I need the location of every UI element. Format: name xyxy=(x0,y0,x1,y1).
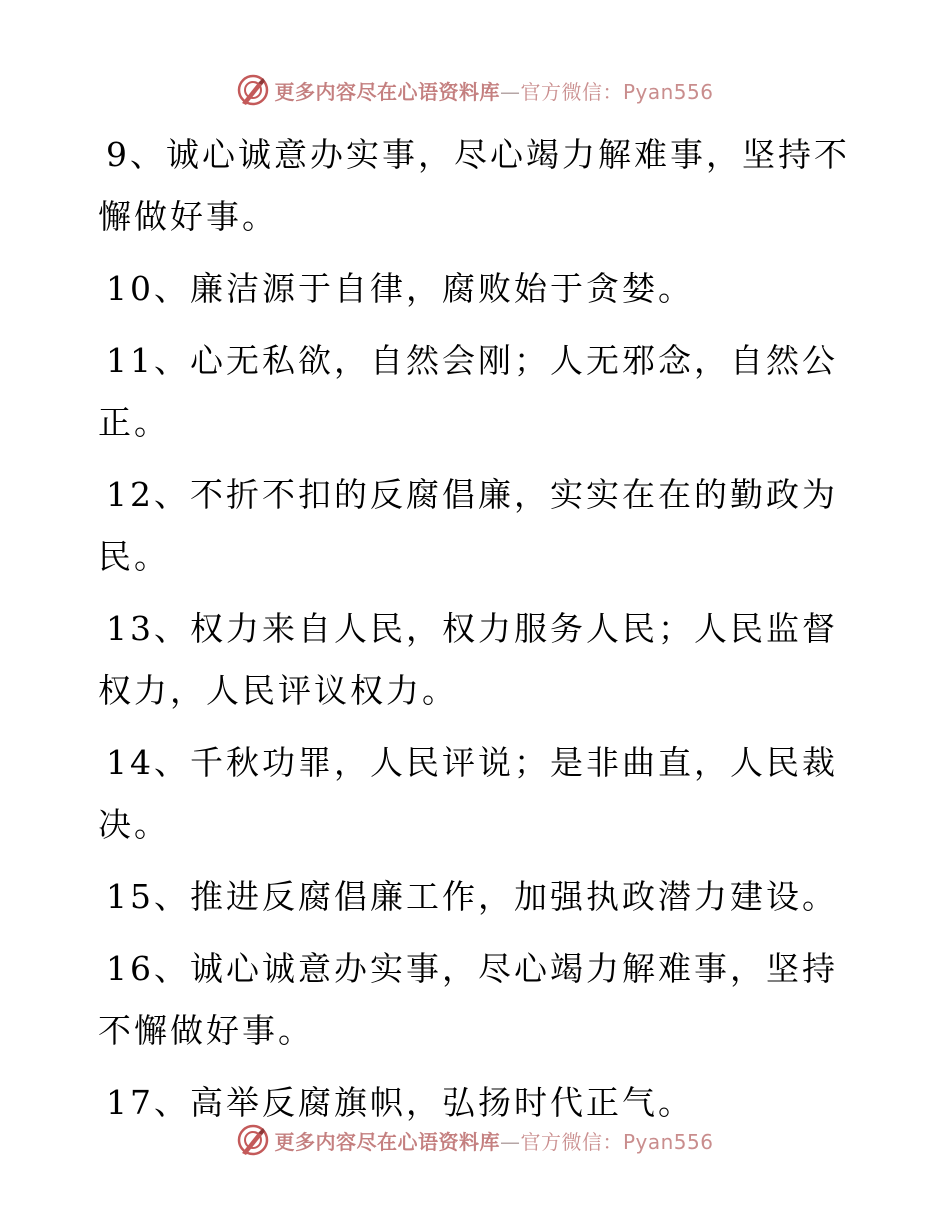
paragraph-number: 12、 xyxy=(106,475,190,514)
banner-content xyxy=(236,73,713,107)
paragraph-text: 诚心诚意办实事，尽心竭力解难事，坚持不懈做好事。 xyxy=(98,135,850,236)
paragraph-text: 诚心诚意办实事，尽心竭力解难事，坚持不懈做好事。 xyxy=(98,949,838,1050)
pen-logo-icon xyxy=(236,1123,270,1157)
paragraph-10 xyxy=(98,258,858,320)
paragraph-text: 高举反腐旗帜，弘扬时代正气。 xyxy=(190,1083,694,1122)
paragraph-text: 廉洁源于自律，腐败始于贪婪。 xyxy=(190,269,694,308)
paragraph-text: 不折不扣的反腐倡廉，实实在在的勤政为民。 xyxy=(98,475,838,576)
paragraph-number: 13、 xyxy=(106,609,190,648)
paragraph-number: 17、 xyxy=(106,1083,190,1122)
paragraph-text: 千秋功罪，人民评说；是非曲直，人民裁决。 xyxy=(98,743,838,844)
paragraph-14 xyxy=(98,732,858,856)
paragraph-number: 14、 xyxy=(106,743,190,782)
paragraph-number: 10、 xyxy=(106,269,190,308)
paragraph-text: 推进反腐倡廉工作，加强执政潜力建设。 xyxy=(190,877,838,916)
paragraph-number: 9、 xyxy=(106,135,166,174)
paragraph-text: 权力来自人民，权力服务人民；人民监督权力，人民评议权力。 xyxy=(98,609,838,710)
footer-banner xyxy=(0,1120,950,1160)
paragraph-16 xyxy=(98,938,858,1062)
paragraph-number: 15、 xyxy=(106,877,190,916)
banner-wechat: 官方微信：Pyan556 xyxy=(520,1129,714,1154)
paragraph-number: 16、 xyxy=(106,949,190,988)
banner-dash: — xyxy=(499,1129,521,1154)
banner-wechat: 官方微信：Pyan556 xyxy=(520,79,714,104)
banner-text xyxy=(274,1126,713,1155)
banner-text xyxy=(274,76,713,105)
paragraph-13 xyxy=(98,598,858,722)
document-body xyxy=(98,124,858,1144)
paragraph-11 xyxy=(98,330,858,454)
paragraph-12 xyxy=(98,464,858,588)
banner-dash: — xyxy=(499,79,521,104)
header-banner xyxy=(0,70,950,110)
banner-prefix: 更多内容尽在心语资料库 xyxy=(274,1129,500,1154)
pen-logo-icon xyxy=(236,73,270,107)
paragraph-number: 11、 xyxy=(106,341,190,380)
paragraph-9 xyxy=(98,124,858,248)
paragraph-text: 心无私欲，自然会刚；人无邪念，自然公正。 xyxy=(98,341,838,442)
banner-content xyxy=(236,1123,713,1157)
paragraph-15 xyxy=(98,866,858,928)
banner-prefix: 更多内容尽在心语资料库 xyxy=(274,79,500,104)
